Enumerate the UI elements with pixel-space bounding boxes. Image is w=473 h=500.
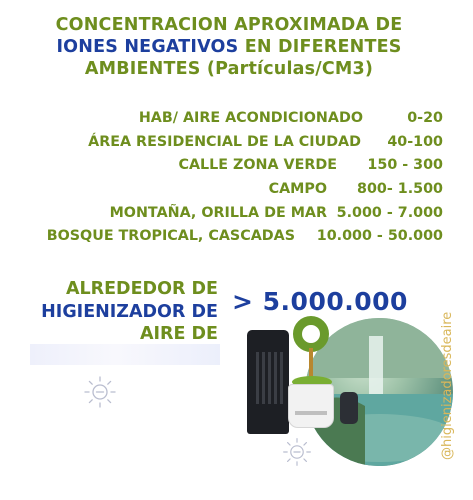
- highlight-line-1: ALREDEDOR DE: [65, 279, 218, 299]
- title-line-2-rest: EN DIFERENTES: [238, 37, 402, 57]
- title-line-2: [14, 36, 444, 58]
- title-highlight: IONES NEGATIVOS: [56, 37, 239, 57]
- purifier-tower: [247, 330, 289, 434]
- row-value: 5.000 - 7.000: [336, 204, 443, 221]
- mini-purifier: [340, 392, 358, 424]
- row-label: MONTAÑA, ORILLA DE MAR: [109, 204, 327, 221]
- table-row: [3, 157, 443, 181]
- sun-icon: [82, 374, 118, 410]
- side-handle: @higienizadoresdeaire: [440, 311, 455, 460]
- row-label: ÁREA RESIDENCIAL DE LA CIUDAD: [88, 133, 361, 150]
- title-line-3: AMBIENTES (Partículas/CM3): [84, 59, 374, 79]
- row-value: 40-100: [387, 133, 443, 150]
- table-row: [3, 228, 443, 252]
- decorative-bar: [30, 344, 220, 365]
- moss-ring-purifier: [293, 316, 329, 352]
- row-label: HAB/ AIRE ACONDICIONADO: [138, 110, 363, 126]
- row-value: 150 - 300: [367, 157, 443, 174]
- page-title: [14, 14, 444, 80]
- concentration-table: [3, 110, 443, 252]
- purifier-pot: [288, 384, 334, 428]
- row-label: CAMPO: [268, 181, 327, 198]
- highlight-label: [30, 278, 218, 346]
- row-value: 800- 1.500: [357, 181, 443, 198]
- table-row: [3, 205, 443, 229]
- table-row: [3, 181, 443, 205]
- table-row: [3, 110, 443, 134]
- highlight-line-2: HIGIENIZADOR DE: [41, 301, 218, 322]
- row-label: BOSQUE TROPICAL, CASCADAS: [46, 228, 295, 245]
- highlight-value: > 5.000.000: [232, 287, 408, 316]
- title-line-1: CONCENTRACION APROXIMADA DE: [55, 15, 403, 35]
- row-label: CALLE ZONA VERDE: [178, 157, 337, 174]
- row-value: 10.000 - 50.000: [316, 228, 443, 245]
- highlight-line-3: AIRE DE: [139, 324, 218, 344]
- sun-icon: [281, 436, 313, 468]
- row-value: 0-20: [407, 110, 443, 126]
- table-row: [3, 134, 443, 158]
